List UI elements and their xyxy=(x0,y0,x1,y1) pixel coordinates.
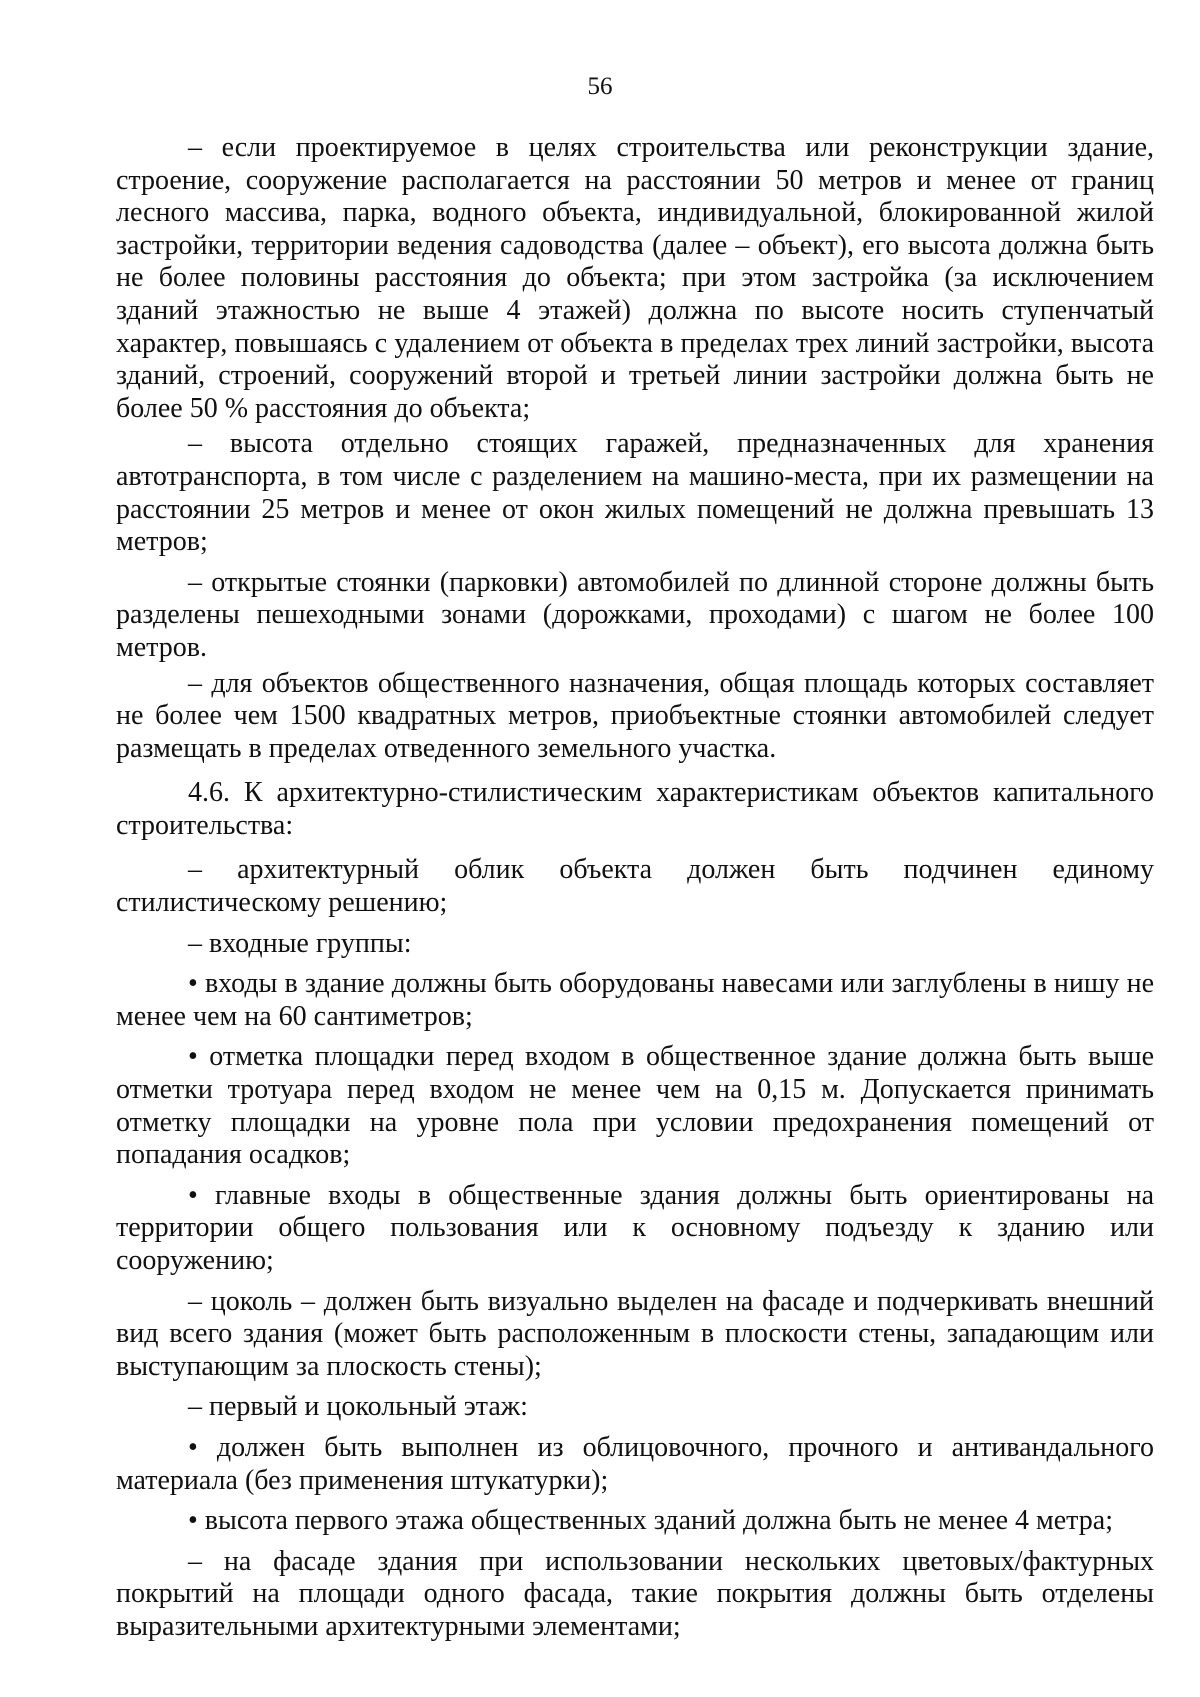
paragraph-section-4-6: 4.6. К архитектурно-стилистическим характеристикам объектов капитального строительства: xyxy=(116,777,1154,841)
paragraph-first-floor: – первый и цокольный этаж: xyxy=(188,1391,528,1423)
list-item-entrances-canopies: • входы в здание должны быть оборудованы навесами или заглублены в нишу не менее чем на 60 сантиметров; xyxy=(116,968,1154,1032)
paragraph-architectural-appearance: – архитектурный облик объекта должен быть подчинен единому стилистическому решению; xyxy=(116,854,1154,919)
document-body xyxy=(116,132,1154,1644)
paragraph-open-parking: – открытые стоянки (парковки) автомобилей по длинной стороне должны быть разделены пешеходными зонами (дорожками, проходами) с шагом не более 100 метров. xyxy=(116,566,1154,663)
paragraph-public-objects-parking: – для объектов общественного назначения, общая площадь которых составляет не более чем 1500 квадратных метров, приобъектные стоянки автомобилей следует размещать в пределах отведенного земельного участка. xyxy=(116,667,1154,764)
list-item-main-entrances-orientation: • главные входы в общественные здания должны быть ориентированы на территории общего пользования или к основному подъезду к зданию или сооружению; xyxy=(116,1179,1154,1276)
list-item-facing-material: • должен быть выполнен из облицовочного, прочного и антивандального материала (без применения штукатурки); xyxy=(116,1431,1154,1496)
list-item-first-floor-height: • высота первого этажа общественных зданий должна быть не менее 4 метра; xyxy=(188,1505,1113,1537)
paragraph-garage-height: – высота отдельно стоящих гаражей, предназначенных для хранения автотранспорта, в том числе с разделением на машино-места, при их размещении на расстоянии 25 метров и менее от окон жилых помещений не должна превышать 13 метров; xyxy=(116,428,1154,558)
page-number: 56 xyxy=(587,73,613,100)
paragraph-plinth: – цоколь – должен быть визуально выделен на фасаде и подчеркивать внешний вид всего здания (может быть расположенным в плоскости стены, западающим или выступающим за плоскость стены); xyxy=(116,1285,1154,1382)
paragraph-building-height-near-objects: – если проектируемое в целях строительства или реконструкции здание, строение, сооружение располагается на расстоянии 50 метров и менее от границ лесного массива, парка, водного объекта, индивидуальной, блокированной жилой застройки, территории ведения садоводства (далее – объект), его высота должна быть не более половины расстояния до объекта; при этом застройка (за исключением зданий этажностью не выше 4 этажей) должна по высоте носить ступенчатый характер, повышаясь с удалением от объекта в пределах трех линий застройки, высота зданий, строений, сооружений второй и третьей линии застройки должна быть не более 50 % расстояния до объекта; xyxy=(116,132,1154,424)
paragraph-facade-coatings: – на фасаде здания при использовании нескольких цветовых/фактурных покрытий на площади одного фасада, такие покрытия должны быть отделены выразительными архитектурными элементами; xyxy=(116,1545,1154,1642)
paragraph-entrance-groups: – входные группы: xyxy=(188,927,412,959)
list-item-entrance-platform-level: • отметка площадки перед входом в общественное здание должна быть выше отметки тротуара перед входом не менее чем на 0,15 м. Допускается принимать отметку площадки на уровне пола при условии предохранения помещений от попадания осадков; xyxy=(116,1041,1154,1171)
